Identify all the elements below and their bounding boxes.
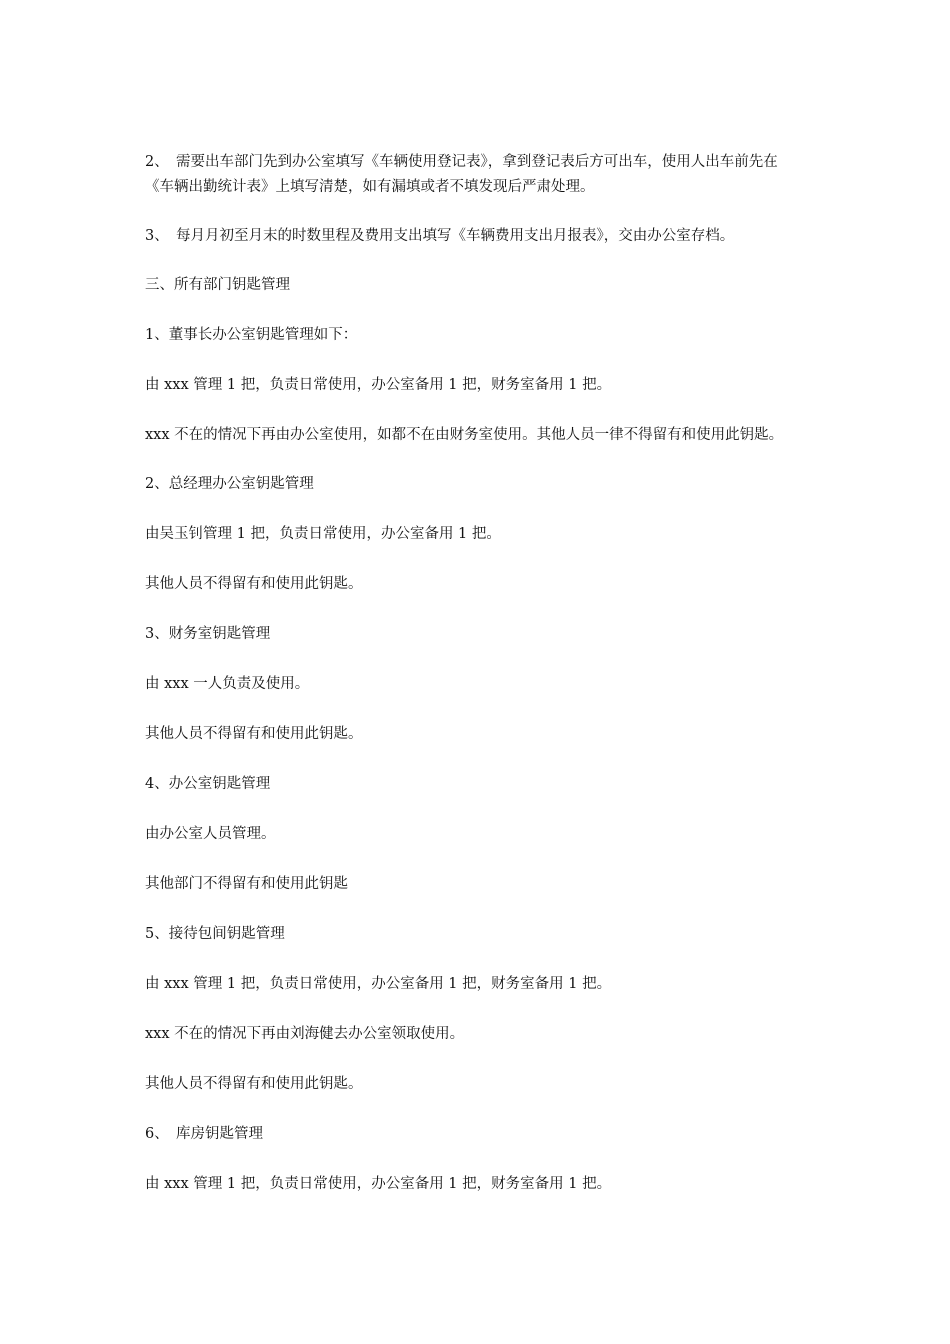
paragraph-reception-key-restriction: 其他人员不得留有和使用此钥匙。 bbox=[145, 1076, 363, 1092]
paragraph-office-key-restriction: 其他部门不得留有和使用此钥匙 bbox=[145, 876, 348, 892]
paragraph-general-manager-key-restriction: 其他人员不得留有和使用此钥匙。 bbox=[145, 576, 363, 592]
paragraph-chairman-key-fallback: xxx 不在的情况下再由办公室使用，如都不在由财务室使用。其他人员一律不得留有和使用此钥匙。 bbox=[145, 427, 784, 443]
paragraph-reception-key-fallback: xxx 不在的情况下再由刘海健去办公室领取使用。 bbox=[145, 1026, 465, 1042]
subheading-finance-room-keys: 3、财务室钥匙管理 bbox=[145, 626, 271, 642]
paragraph-reception-key-holders: 由 xxx 管理 1 把，负责日常使用，办公室备用 1 把，财务室备用 1 把。 bbox=[145, 976, 612, 992]
paragraph-finance-key-holder: 由 xxx 一人负责及使用。 bbox=[145, 676, 310, 692]
paragraph-chairman-key-holders: 由 xxx 管理 1 把，负责日常使用，办公室备用 1 把，财务室备用 1 把。 bbox=[145, 377, 612, 393]
paragraph-monthly-expense-report: 3、 每月月初至月末的时数里程及费用支出填写《车辆费用支出月报表》，交由办公室存档。 bbox=[145, 228, 735, 244]
subheading-storeroom-keys: 6、 库房钥匙管理 bbox=[145, 1126, 263, 1142]
paragraph-storeroom-key-holders: 由 xxx 管理 1 把，负责日常使用，办公室备用 1 把，财务室备用 1 把。 bbox=[145, 1176, 612, 1192]
paragraph-finance-key-restriction: 其他人员不得留有和使用此钥匙。 bbox=[145, 726, 363, 742]
subheading-reception-room-keys: 5、接待包间钥匙管理 bbox=[145, 926, 285, 942]
subheading-chairman-office-keys: 1、董事长办公室钥匙管理如下： bbox=[145, 327, 358, 343]
subheading-office-keys: 4、办公室钥匙管理 bbox=[145, 776, 271, 792]
document-body bbox=[145, 150, 805, 1222]
paragraph-general-manager-key-holders: 由吴玉钊管理 1 把，负责日常使用，办公室备用 1 把。 bbox=[145, 526, 501, 542]
subheading-general-manager-office-keys: 2、总经理办公室钥匙管理 bbox=[145, 476, 314, 492]
paragraph-vehicle-registration: 2、 需要出车部门先到办公室填写《车辆使用登记表》，拿到登记表后方可出车，使用人出车前先在《车辆出勤统计表》上填写清楚，如有漏填或者不填发现后严肃处理。 bbox=[145, 154, 778, 195]
paragraph-office-key-holder: 由办公室人员管理。 bbox=[145, 826, 276, 842]
section-heading-key-management: 三、所有部门钥匙管理 bbox=[145, 277, 290, 293]
